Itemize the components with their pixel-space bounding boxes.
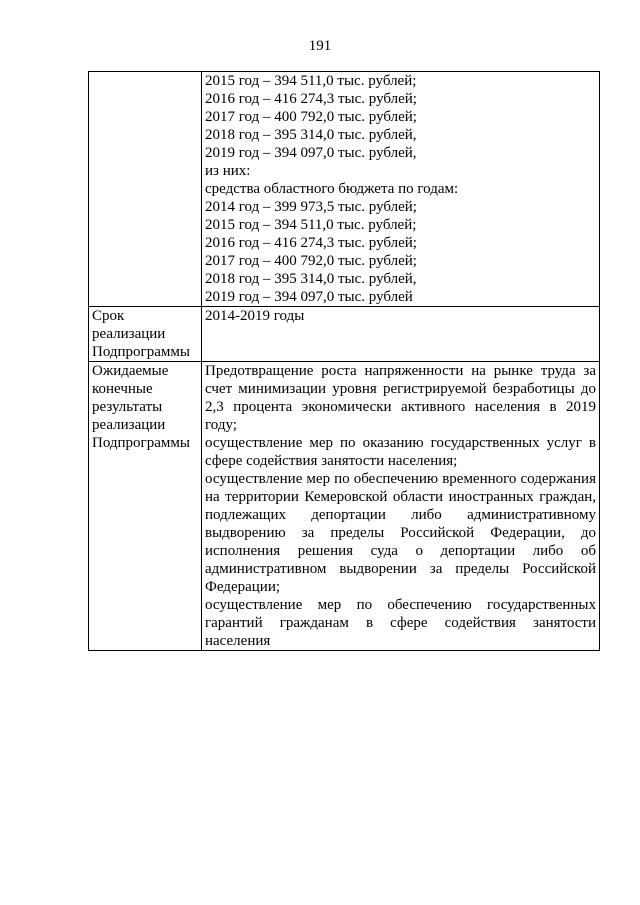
financing-line: 2017 год – 400 792,0 тыс. рублей; — [205, 109, 417, 125]
period-label-cell — [89, 307, 202, 362]
results-label-line: результаты — [92, 399, 163, 415]
financing-line: 2017 год – 400 792,0 тыс. рублей; — [205, 253, 417, 269]
table-row-results — [89, 362, 600, 651]
financing-line: 2015 год – 394 511,0 тыс. рублей; — [205, 217, 417, 233]
financing-line: из них: — [205, 163, 251, 179]
table-row-financing — [89, 72, 600, 307]
financing-line: 2019 год – 394 097,0 тыс. рублей — [205, 289, 413, 305]
period-label-line: Срок — [92, 308, 125, 324]
results-paragraph: Предотвращение роста напряженности на рынке труда за счет минимизации уровня регистрируемой безработицы до 2,3 процента экономически активного населения в 2019 году; — [205, 363, 596, 433]
table-row-period — [89, 307, 600, 362]
results-paragraph: осуществление мер по оказанию государственных услуг в сфере содействия занятости населения; — [205, 435, 596, 469]
financing-line: 2014 год – 399 973,5 тыс. рублей; — [205, 199, 417, 215]
results-label-line: Ожидаемые — [92, 363, 169, 379]
page-number: 191 — [308, 38, 332, 54]
results-label-line: реализации — [92, 417, 166, 433]
results-value-cell — [202, 362, 600, 651]
results-paragraph: осуществление мер по обеспечению временного содержания на территории Кемеровской области иностранных граждан, подлежащих депортации либо административному выдворению за пределы Российской Федерации, до исполнения решения суда о депортации либо об административном выдворении за пределы Российской Федерации; — [205, 471, 596, 595]
results-label-line: конечные — [92, 381, 153, 397]
results-label-cell — [89, 362, 202, 651]
period-value: 2014-2019 годы — [205, 308, 305, 324]
passport-table — [88, 71, 600, 651]
results-paragraph: осуществление мер по обеспечению государственных гарантий гражданам в сфере содействия занятости населения — [205, 597, 596, 649]
row-label-empty — [89, 72, 202, 307]
period-label-line: реализации — [92, 326, 166, 342]
financing-line: 2015 год – 394 511,0 тыс. рублей; — [205, 73, 417, 89]
financing-line: 2016 год – 416 274,3 тыс. рублей; — [205, 235, 417, 251]
results-label-line: Подпрограммы — [92, 435, 190, 451]
period-label-line: Подпрограммы — [92, 344, 190, 360]
financing-cell — [202, 72, 600, 307]
financing-line: 2018 год – 395 314,0 тыс. рублей, — [205, 127, 417, 143]
financing-line: 2019 год – 394 097,0 тыс. рублей, — [205, 145, 417, 161]
financing-line: 2018 год – 395 314,0 тыс. рублей, — [205, 271, 417, 287]
financing-line: 2016 год – 416 274,3 тыс. рублей; — [205, 91, 417, 107]
period-value-cell — [202, 307, 600, 362]
financing-line: средства областного бюджета по годам: — [205, 181, 459, 197]
